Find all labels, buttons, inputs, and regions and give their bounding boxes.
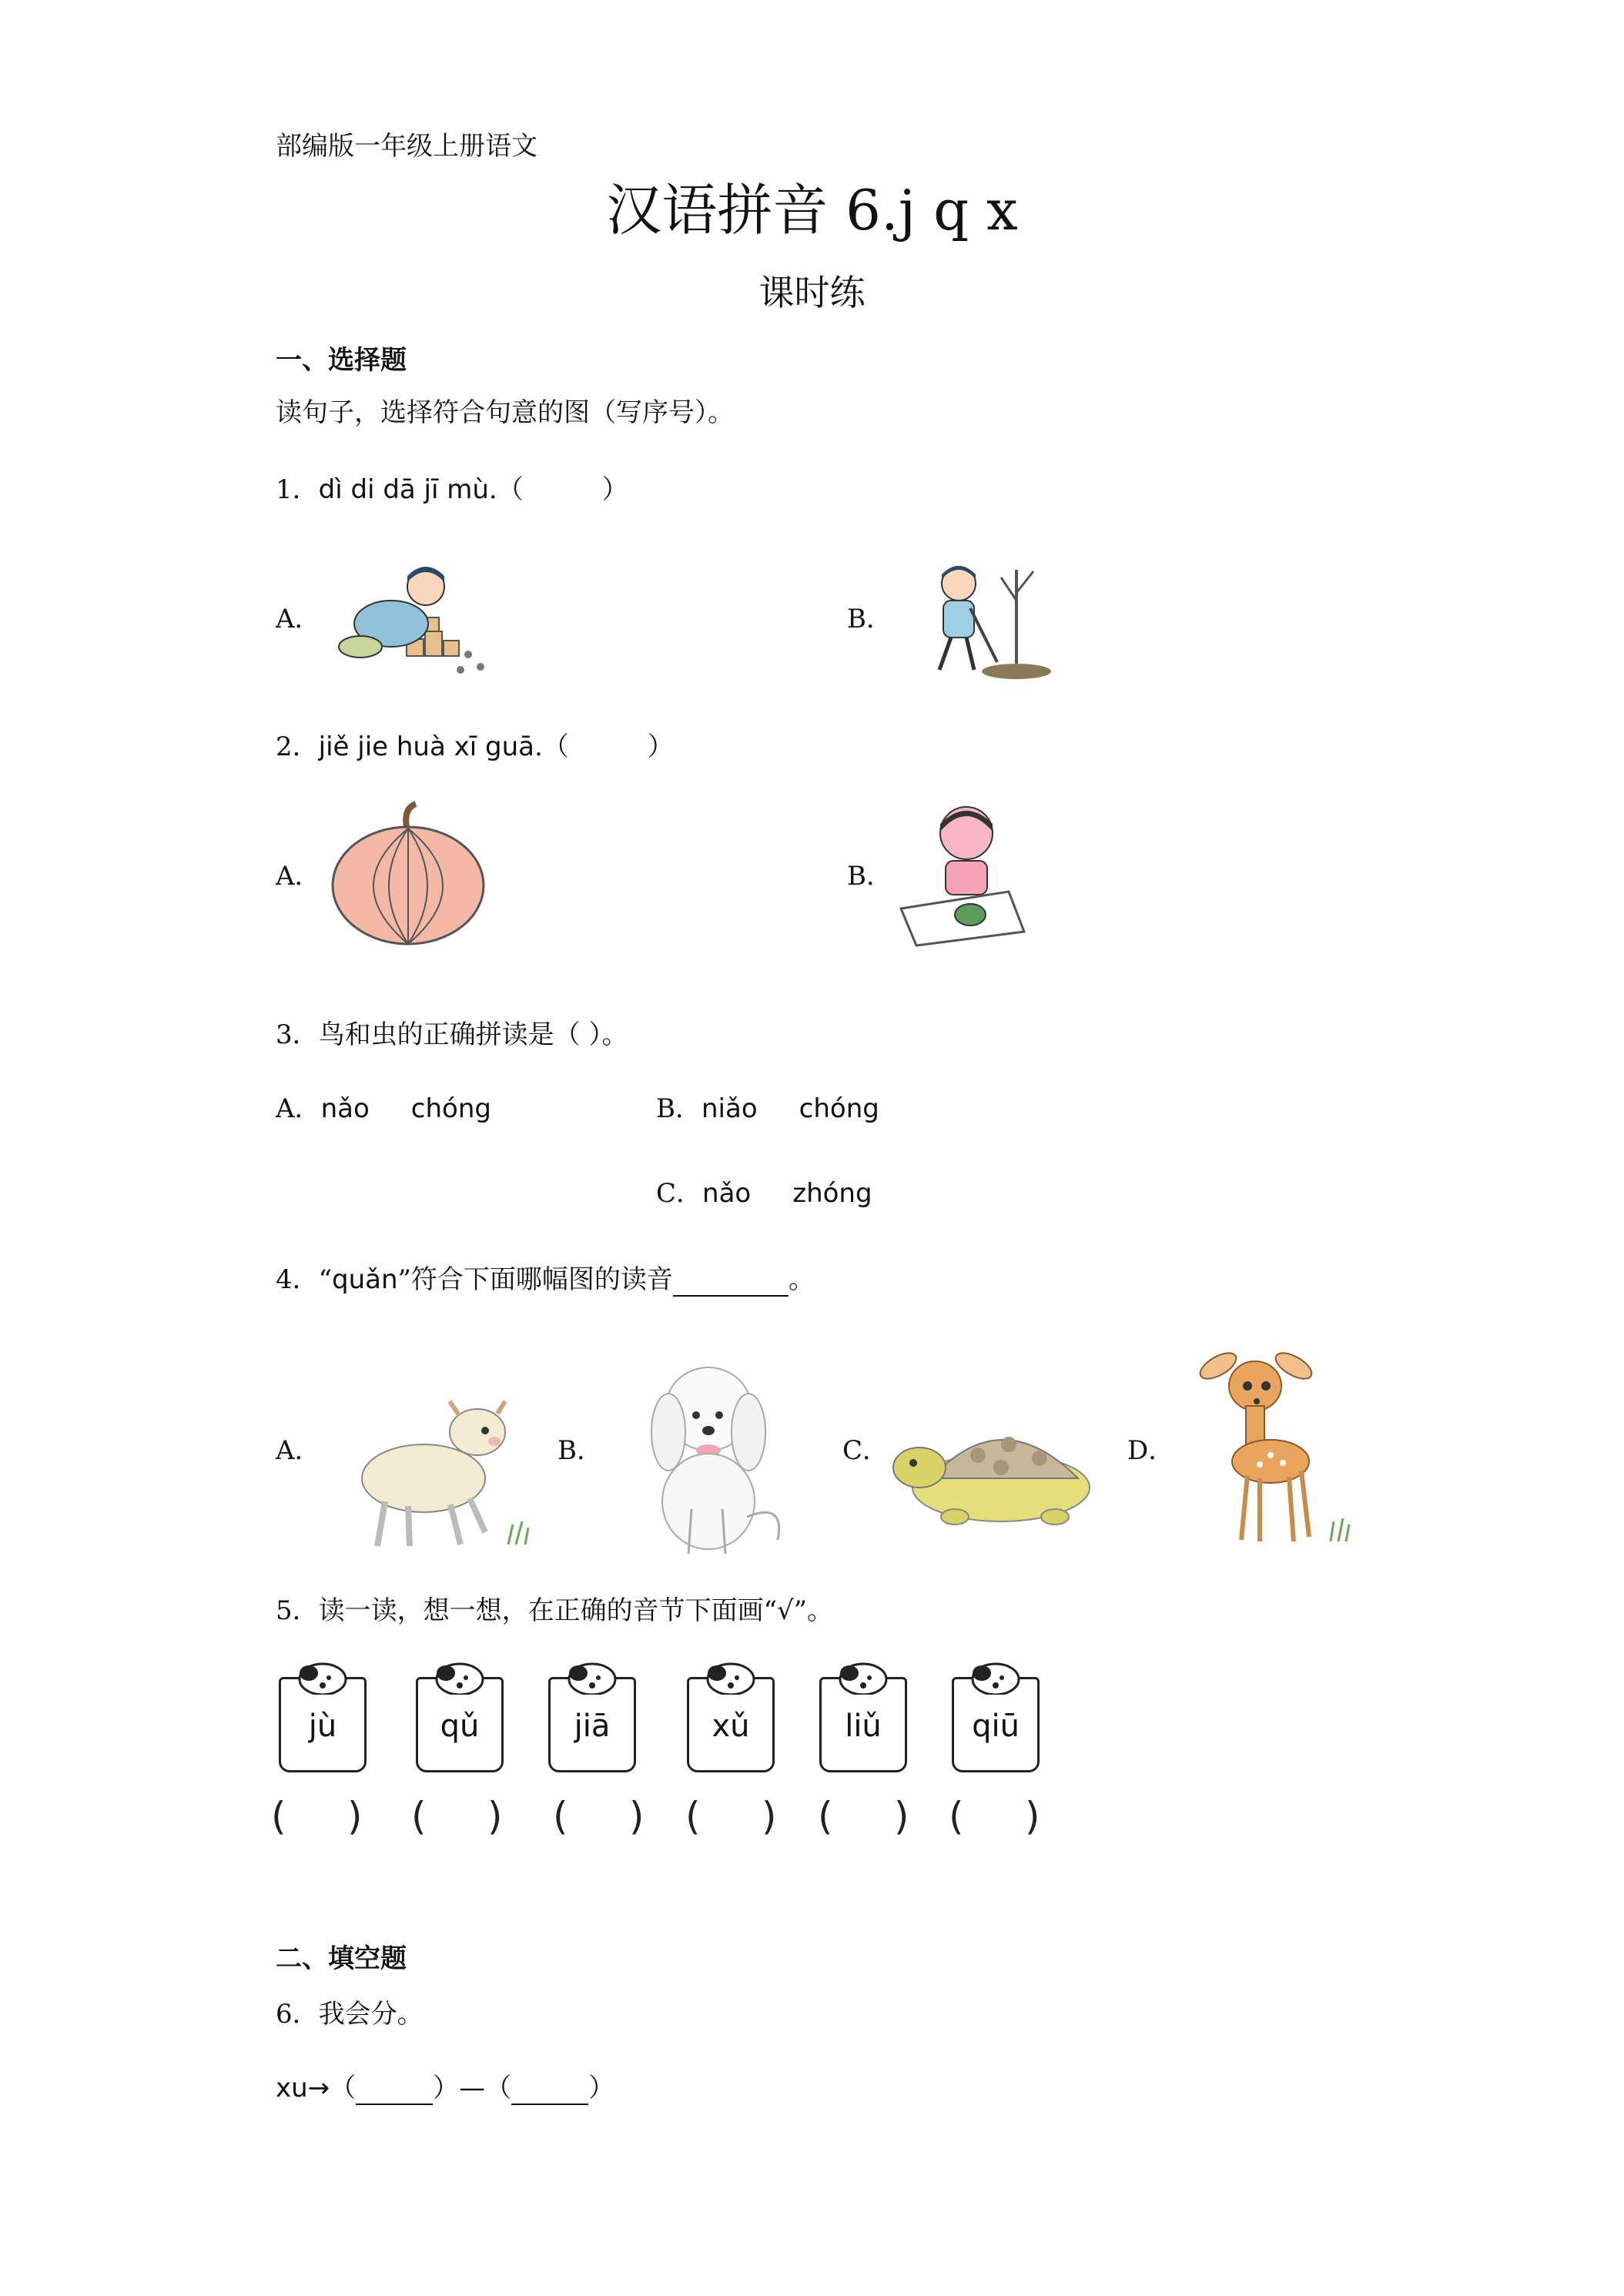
pumpkin-image bbox=[323, 801, 493, 947]
answer-paren[interactable]: .（ ） bbox=[488, 474, 628, 505]
option-b-label: B． bbox=[847, 861, 892, 892]
puppy-icon bbox=[295, 1656, 350, 1695]
split-end: ） bbox=[588, 2073, 615, 2104]
option-label: A． bbox=[276, 1093, 321, 1124]
period: 。 bbox=[788, 1264, 815, 1295]
question-number: 4． bbox=[276, 1264, 319, 1295]
question-4 bbox=[276, 1263, 815, 1297]
pinyin-sentence: jiě jie huà xī guā bbox=[318, 731, 534, 762]
answer-paren[interactable]: .（ ） bbox=[534, 731, 674, 762]
puppy-icon bbox=[432, 1656, 487, 1695]
answer-slot-6[interactable]: ( ) bbox=[949, 1794, 1040, 1839]
answer-slot-3[interactable]: ( ) bbox=[553, 1794, 645, 1839]
option-pinyin: niǎo chóng bbox=[702, 1093, 879, 1124]
split-mid: ）—（ bbox=[433, 2073, 512, 2104]
question-text: ”符合下面哪幅图的读音 bbox=[397, 1264, 673, 1295]
syllable-label: jiā bbox=[574, 1709, 611, 1744]
boy-planting-tree-image bbox=[901, 554, 1055, 685]
option-b[interactable] bbox=[656, 1092, 879, 1126]
answer-slot-1[interactable]: ( ) bbox=[271, 1794, 363, 1839]
lamb-image bbox=[323, 1371, 539, 1555]
answer-slot-5[interactable]: ( ) bbox=[818, 1794, 909, 1839]
boy-building-blocks-image bbox=[330, 554, 499, 678]
puppy-icon bbox=[968, 1656, 1023, 1695]
option-label: C． bbox=[656, 1178, 703, 1209]
syllable-label: qǔ bbox=[440, 1709, 480, 1744]
question-number: 1． bbox=[276, 474, 319, 505]
puppy-icon bbox=[835, 1656, 891, 1695]
split-lead: xu→（ bbox=[276, 2073, 357, 2104]
option-pinyin: nǎo zhóng bbox=[702, 1178, 872, 1209]
pinyin-sentence: dì di dā jī mù bbox=[318, 474, 489, 505]
page-title: 汉语拼音 6.j q x bbox=[606, 178, 1018, 243]
section-heading-choice: 一、选择题 bbox=[276, 345, 407, 376]
option-a-label: A． bbox=[276, 604, 321, 634]
question-3: 3．鸟和虫的正确拼读是（ ）。 bbox=[276, 1019, 628, 1050]
syllable-bag bbox=[819, 1677, 907, 1772]
syllable-bag bbox=[279, 1677, 367, 1772]
quote-open: “ bbox=[318, 1264, 333, 1295]
option-pinyin: nǎo chóng bbox=[320, 1093, 491, 1124]
answer-slot-2[interactable]: ( ) bbox=[411, 1794, 503, 1839]
question-2 bbox=[276, 730, 674, 764]
syllable-label: jù bbox=[308, 1709, 337, 1744]
syllable-bag bbox=[952, 1677, 1040, 1772]
option-a[interactable] bbox=[276, 1092, 491, 1126]
pinyin-word: quǎn bbox=[332, 1264, 398, 1295]
answer-blank-2[interactable] bbox=[511, 2076, 588, 2105]
girl-drawing-watermelon-image bbox=[893, 801, 1032, 947]
question-6-split bbox=[276, 2071, 614, 2105]
question-5: 5．读一读，想一想，在正确的音节下面画“√”。 bbox=[276, 1595, 834, 1626]
syllable-bag bbox=[687, 1677, 775, 1772]
answer-slot-4[interactable]: ( ) bbox=[685, 1794, 777, 1839]
option-c-label: C． bbox=[842, 1435, 889, 1466]
question-6: 6．我会分。 bbox=[276, 1999, 424, 2030]
option-d-label: D． bbox=[1127, 1435, 1175, 1466]
answer-blank[interactable] bbox=[673, 1267, 789, 1297]
option-a-label: A． bbox=[276, 1435, 321, 1466]
option-b-label: B． bbox=[847, 604, 892, 634]
section-heading-fill: 二、填空题 bbox=[276, 1943, 407, 1974]
syllable-bag bbox=[416, 1677, 504, 1772]
syllable-label: liǔ bbox=[845, 1709, 882, 1744]
puppy-icon bbox=[703, 1656, 758, 1695]
fawn-image bbox=[1186, 1340, 1355, 1555]
option-c[interactable] bbox=[656, 1176, 872, 1210]
syllable-label: xǔ bbox=[712, 1709, 750, 1744]
option-label: B． bbox=[656, 1093, 702, 1124]
turtle-image bbox=[886, 1401, 1093, 1532]
option-b-label: B． bbox=[558, 1435, 603, 1466]
question-number: 2． bbox=[276, 731, 319, 762]
page-subtitle: 课时练 bbox=[758, 272, 866, 313]
puppy-image bbox=[631, 1355, 801, 1563]
instruction-text: 读句子，选择符合句意的图（写序号）。 bbox=[276, 397, 734, 428]
answer-blank-1[interactable] bbox=[356, 2076, 433, 2105]
syllable-label: qiū bbox=[972, 1709, 1020, 1744]
syllable-bag bbox=[548, 1677, 636, 1772]
option-a-label: A． bbox=[276, 861, 321, 892]
book-label: 部编版一年级上册语文 bbox=[276, 131, 537, 162]
puppy-icon bbox=[564, 1656, 620, 1695]
question-1 bbox=[276, 473, 628, 507]
